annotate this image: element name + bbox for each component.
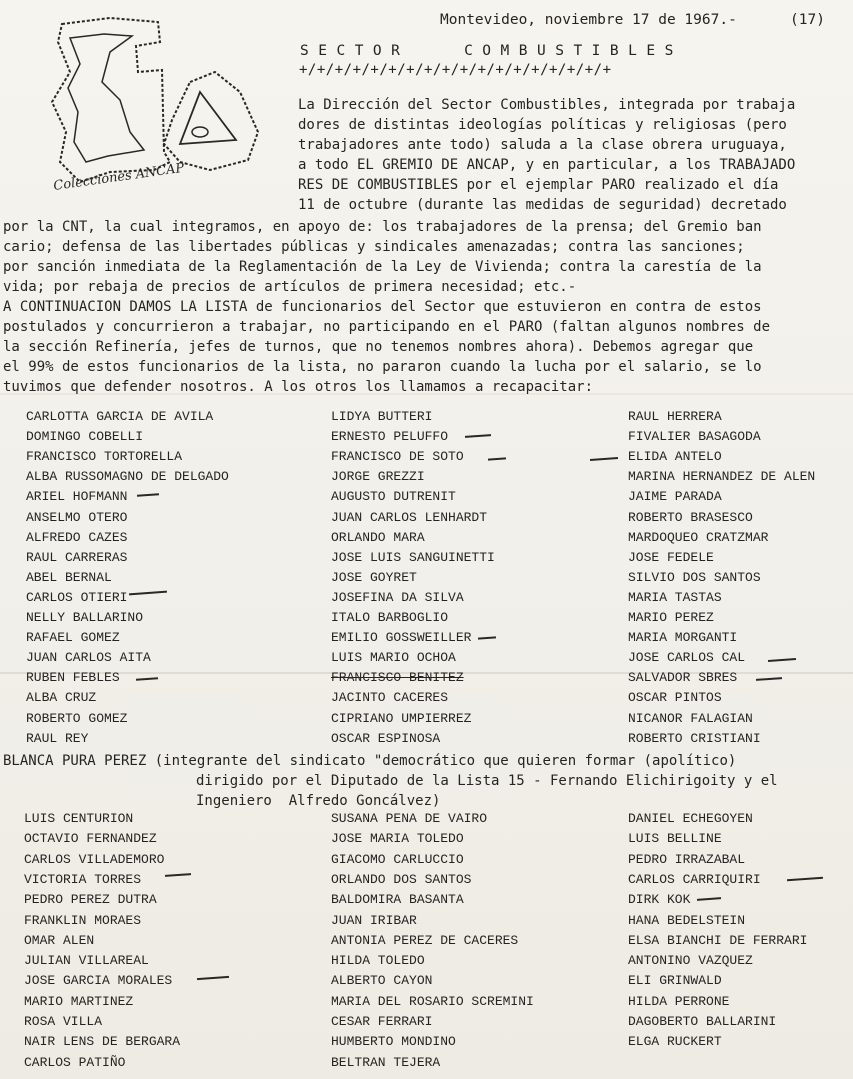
handwritten-check-mark xyxy=(488,457,506,460)
body-line: el 99% de estos funcionarios de la lista, no pararon cuando la lucha por el salario, se lo xyxy=(3,359,762,375)
name-entry: SILVIO DOS SANTOS xyxy=(628,569,761,585)
intro-line: a todo EL GREMIO DE ANCAP, y en particular, a los TRABAJADO xyxy=(298,157,796,173)
name-entry: JORGE GREZZI xyxy=(331,469,425,485)
handwritten-check-mark xyxy=(478,636,496,639)
handwritten-check-mark xyxy=(787,877,823,882)
name-entry: CARLOS CARRIQUIRI xyxy=(628,871,761,887)
name-entry: MARIA MORGANTI xyxy=(628,630,738,646)
logo-handwriting: Colecciones ANCAP xyxy=(52,160,186,194)
name-entry: RAFAEL GOMEZ xyxy=(26,630,120,646)
document-title: SECTOR COMBUSTIBLES xyxy=(300,43,683,59)
name-entry: HILDA PERRONE xyxy=(628,993,730,1009)
name-entry: HUMBERTO MONDINO xyxy=(331,1034,456,1050)
name-entry: DIRK KOK xyxy=(628,892,691,908)
name-entry: MARIO PEREZ xyxy=(628,610,714,625)
name-entry: JOSE GARCIA MORALES xyxy=(24,973,173,989)
intro-line: 11 de octubre (durante las medidas de seguridad) decretado xyxy=(298,197,787,213)
name-entry: ALFREDO CAZES xyxy=(26,529,128,545)
name-entry: RAUL HERRERA xyxy=(628,409,722,424)
name-entry: JOSEFINA DA SILVA xyxy=(331,589,464,605)
name-entry: DOMINGO COBELLI xyxy=(26,429,144,445)
name-entry: ELSA BIANCHI DE FERRARI xyxy=(628,932,808,948)
name-entry: JUAN IRIBAR xyxy=(331,912,417,928)
name-entry: CESAR FERRARI xyxy=(331,1014,433,1029)
name-entry: JACINTO CACERES xyxy=(331,690,449,706)
body-line: por sanción inmediata de la Reglamentación de la Ley de Vivienda; contra la carestía de la xyxy=(3,259,762,275)
name-entry: DANIEL ECHEGOYEN xyxy=(628,811,753,826)
name-entry: JUAN CARLOS AITA xyxy=(26,650,151,666)
body-line: A CONTINUACION DAMOS LA LISTA de funcionarios del Sector que estuvieron en contra de estos xyxy=(3,299,762,315)
name-entry: JOSE MARIA TOLEDO xyxy=(331,831,464,847)
handwritten-check-mark xyxy=(756,677,782,681)
name-entry: ALBERTO CAYON xyxy=(331,973,433,989)
name-entry: JULIAN VILLAREAL xyxy=(24,953,149,969)
name-entry: MARINA HERNANDEZ DE ALEN xyxy=(628,469,816,485)
name-entry: ELI GRINWALD xyxy=(628,973,722,989)
handwritten-check-mark xyxy=(590,457,618,461)
name-entry: ANTONIA PEREZ DE CACERES xyxy=(331,932,519,948)
handwritten-check-mark xyxy=(768,658,796,662)
handwritten-check-mark xyxy=(137,493,159,497)
name-entry: JOSE GOYRET xyxy=(331,569,417,585)
document-date: Montevideo, noviembre 17 de 1967.- xyxy=(440,12,737,28)
name-entry: BALDOMIRA BASANTA xyxy=(331,892,464,908)
name-entry: CARLOTTA GARCIA DE AVILA xyxy=(26,409,214,424)
name-entry: LIDYA BUTTERI xyxy=(331,409,433,424)
name-entry: PEDRO IRRAZABAL xyxy=(628,851,746,867)
name-entry: SALVADOR SBRES xyxy=(628,670,738,686)
name-entry: PEDRO PEREZ DUTRA xyxy=(24,892,157,908)
name-entry: ORLANDO MARA xyxy=(331,529,425,545)
name-entry: FRANCISCO BENITEZ xyxy=(331,670,464,686)
handwritten-check-mark xyxy=(136,677,158,681)
name-entry: JOSE CARLOS CAL xyxy=(628,650,746,666)
name-entry: HILDA TOLEDO xyxy=(331,953,425,969)
name-entry: LUIS CENTURION xyxy=(24,811,134,826)
name-entry: JOSE LUIS SANGUINETTI xyxy=(331,549,495,565)
hand-drawn-logo xyxy=(40,12,275,202)
name-entry: MARIA DEL ROSARIO SCREMINI xyxy=(331,993,534,1009)
name-entry: OSCAR ESPINOSA xyxy=(331,730,441,746)
intro-line: trabajadores ante todo) saluda a la clase obrera uruguaya, xyxy=(298,137,787,153)
title-underline: +/+/+/+/+/+/+/+/+/+/+/+/+/+/+/+/+/+ xyxy=(299,62,612,78)
intro-line: dores de distintas ideologías políticas y religiosas (pero xyxy=(298,117,787,133)
name-entry: LUIS MARIO OCHOA xyxy=(331,650,456,666)
name-entry: NAIR LENS DE BERGARA xyxy=(24,1034,181,1050)
name-entry: CARLOS PATIÑO xyxy=(24,1054,126,1070)
name-entry: NICANOR FALAGIAN xyxy=(628,710,753,726)
name-entry: ARIEL HOFMANN xyxy=(26,489,128,505)
handwritten-check-mark xyxy=(697,897,721,901)
name-entry: CARLOS VILLADEMORO xyxy=(24,851,165,867)
page-number: (17) xyxy=(790,12,825,28)
body-line: cario; defensa de las libertades públicas y sindicales amenazadas; contra las sanciones; xyxy=(3,239,745,255)
name-entry: NELLY BALLARINO xyxy=(26,610,144,625)
body-line: tuvimos que defender nosotros. A los otros los llamamos a recapacitar: xyxy=(3,379,594,395)
name-entry: FIVALIER BASAGODA xyxy=(628,429,761,445)
intro-line: La Dirección del Sector Combustibles, integrada por trabaja xyxy=(298,97,796,113)
blanca-note-line: Ingeniero Alfredo Goncálvez) xyxy=(196,793,441,809)
name-entry: ELIDA ANTELO xyxy=(628,449,722,465)
handwritten-check-mark xyxy=(129,591,167,596)
name-entry: ALBA CRUZ xyxy=(26,690,97,706)
body-line: postulados y concurrieron a trabajar, no participando en el PARO (faltan algunos nombres de xyxy=(3,319,771,335)
name-entry: GIACOMO CARLUCCIO xyxy=(331,851,464,867)
name-entry: FRANCISCO TORTORELLA xyxy=(26,449,183,465)
name-entry: HANA BEDELSTEIN xyxy=(628,912,746,928)
name-entry: ALBA RUSSOMAGNO DE DELGADO xyxy=(26,469,229,485)
name-entry: ABEL BERNAL xyxy=(26,569,112,585)
name-entry: RUBEN FEBLES xyxy=(26,670,120,686)
handwritten-check-mark xyxy=(197,976,229,980)
name-entry: ORLANDO DOS SANTOS xyxy=(331,871,472,887)
name-entry: BELTRAN TEJERA xyxy=(331,1054,441,1070)
name-entry: ITALO BARBOGLIO xyxy=(331,610,449,625)
name-entry: ROBERTO CRISTIANI xyxy=(628,730,761,746)
name-entry: EMILIO GOSSWEILLER xyxy=(331,630,472,646)
intro-line: RES DE COMBUSTIBLES por el ejemplar PARO realizado el día xyxy=(298,177,779,193)
name-entry: CIPRIANO UMPIERREZ xyxy=(331,710,472,726)
name-entry: FRANKLIN MORAES xyxy=(24,912,142,928)
name-entry: ROSA VILLA xyxy=(24,1014,103,1029)
name-entry: OSCAR PINTOS xyxy=(628,690,722,706)
name-entry: ROBERTO GOMEZ xyxy=(26,710,128,726)
handwritten-check-mark xyxy=(465,434,491,438)
body-line: la sección Refinería, jefes de turnos, que no tenemos nombres ahora). Debemos agregar que xyxy=(3,339,754,355)
name-entry: ELGA RUCKERT xyxy=(628,1034,722,1050)
name-entry: RAUL REY xyxy=(26,730,89,746)
body-line: vida; por rebaja de precios de artículos de primera necesidad; etc.- xyxy=(3,279,577,295)
name-entry: ANSELMO OTERO xyxy=(26,509,128,525)
name-entry: JAIME PARADA xyxy=(628,489,722,505)
body-line: por la CNT, la cual integramos, en apoyo de: los trabajadores de la prensa; del Gremio ban xyxy=(3,219,762,235)
name-entry: CARLOS OTIERI xyxy=(26,589,128,605)
name-entry: ANTONINO VAZQUEZ xyxy=(628,953,753,969)
name-entry: JUAN CARLOS LENHARDT xyxy=(331,509,488,525)
name-entry: RAUL CARRERAS xyxy=(26,549,128,565)
name-entry: VICTORIA TORRES xyxy=(24,871,142,887)
name-entry: SUSANA PENA DE VAIRO xyxy=(331,811,488,826)
name-entry: OCTAVIO FERNANDEZ xyxy=(24,831,157,847)
name-entry: ERNESTO PELUFFO xyxy=(331,429,449,445)
name-entry: LUIS BELLINE xyxy=(628,831,722,847)
handwritten-check-mark xyxy=(165,873,191,877)
name-entry: FRANCISCO DE SOTO xyxy=(331,449,464,465)
name-entry: JOSE FEDELE xyxy=(628,549,714,565)
name-entry: OMAR ALEN xyxy=(24,932,95,948)
name-entry: MARDOQUEO CRATZMAR xyxy=(628,529,769,545)
blanca-note-line: dirigido por el Diputado de la Lista 15 - Fernando Elichirigoity y el xyxy=(196,773,778,789)
name-entry: MARIA TASTAS xyxy=(628,589,722,605)
name-entry: ROBERTO BRASESCO xyxy=(628,509,753,525)
blanca-note-line: BLANCA PURA PEREZ (integrante del sindicato "democrático que quieren formar (apolítico) xyxy=(3,753,737,769)
name-entry: DAGOBERTO BALLARINI xyxy=(628,1014,777,1029)
name-entry: AUGUSTO DUTRENIT xyxy=(331,489,456,505)
name-entry: MARIO MARTINEZ xyxy=(24,993,134,1009)
